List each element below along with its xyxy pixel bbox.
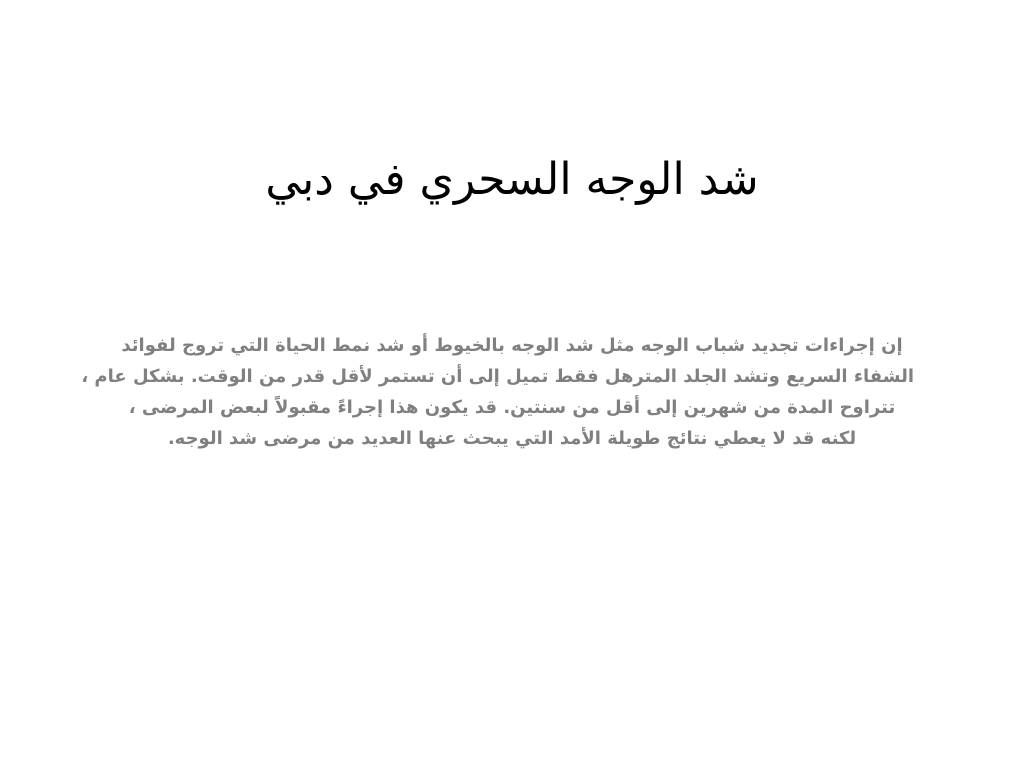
slide-body-text — [81, 330, 914, 454]
body-line-4: لكنه قد لا يعطي نتائج طويلة الأمد التي يبحث عنها العديد من مرضى شد الوجه. — [167, 428, 857, 449]
slide-title: شد الوجه السحري في دبي — [265, 154, 759, 205]
body-line-3: تتراوح المدة من شهرين إلى أقل من سنتين. قد يكون هذا إجراءً مقبولاً لبعض المرضى ، — [128, 397, 896, 418]
body-line-2: الشفاء السريع وتشد الجلد المترهل فقط تميل إلى أن تستمر لأقل قدر من الوقت. بشكل عام ، — [81, 366, 914, 387]
body-line-1: إن إجراءات تجديد شباب الوجه مثل شد الوجه بالخيوط أو شد نمط الحياة التي تروج لفوائد — [121, 335, 903, 356]
